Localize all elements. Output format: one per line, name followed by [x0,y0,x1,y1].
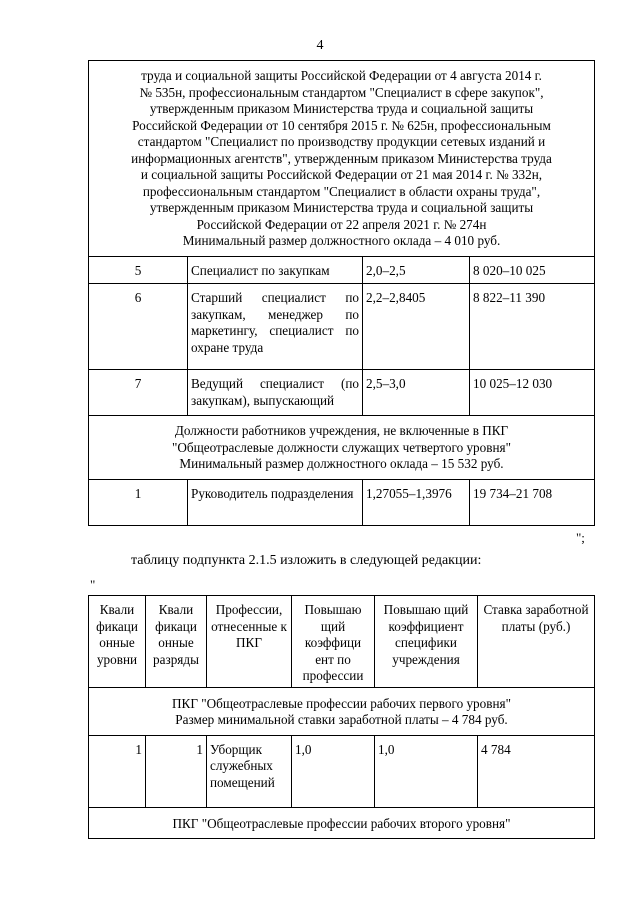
salary: 19 734–21 708 [470,479,595,525]
position-name: Специалист по закупкам [188,256,363,284]
group-header-line: Должности работников учреждения, не включенные в ПКГ [174,423,509,438]
intro-cell [89,61,595,257]
table-row [89,61,595,257]
group-header [89,416,595,480]
intro-line: утвержденным приказом Министерства труда и социальной защиты [149,200,534,215]
table-row [89,687,595,735]
coefficient: 2,5–3,0 [363,370,470,416]
header-cell: Квали фикаци онные уровни [89,596,146,688]
group-header-line: Минимальный размер должностного оклада – 15 532 руб. [179,456,504,471]
table-row [89,370,595,416]
table-row [89,416,595,480]
header-cell: Повышаю щий коэффициент специфики учреждения [375,596,478,688]
salary: 8 020–10 025 [470,256,595,284]
row-number: 6 [89,284,188,370]
header-cell: Квали фикаци онные разряды [146,596,207,688]
intro-line: Российской Федерации от 22 апреля 2021 г. № 274н [196,216,487,232]
group-header-line: ПКГ "Общеотраслевые профессии рабочих второго уровня" [172,815,511,831]
intro-line: Минимальный размер должностного оклада – 4 010 руб. [182,233,501,248]
header-row [89,596,595,688]
intro-line: утвержденным приказом Министерства труда и социальной защиты [149,101,534,116]
coefficient: 2,2–2,8405 [363,284,470,370]
closing-quote: "; [576,530,585,545]
profession-coefficient: 1,0 [292,735,375,807]
row-number: 5 [89,256,188,284]
salary-table-1 [88,60,595,526]
table-row [89,479,595,525]
position-name: Старший специалист по закупкам, менеджер по маркетингу, специалист по охране труда [188,284,363,370]
table-row [89,735,595,807]
page-number: 4 [316,38,324,53]
group-header-line: ПКГ "Общеотраслевые профессии рабочих первого уровня" [172,695,511,711]
group-header [89,807,595,839]
table-row [89,256,595,284]
salary-table-2 [88,595,595,839]
salary: 8 822–11 390 [470,284,595,370]
group-header [89,687,595,735]
opening-quote: " [90,577,96,592]
intro-line: № 535н, профессиональным стандартом "Специалист в сфере закупок", [139,84,544,100]
salary: 10 025–12 030 [470,370,595,416]
position-name: Руководитель подразделения [188,479,363,525]
table-row [89,807,595,839]
group-header-line: "Общеотраслевые должности служащих четвертого уровня" [172,439,511,455]
qualification-rank: 1 [146,735,207,807]
position-name: Ведущий специалист (по закупкам), выпускающий [188,370,363,416]
intro-line: стандартом "Специалист по производству продукции сетевых изданий и [137,134,546,149]
lead-text: таблицу подпункта 2.1.5 изложить в следующей редакции: [131,553,482,568]
header-cell: Повышаю щий коэффици ент по профессии [292,596,375,688]
qualification-level: 1 [89,735,146,807]
row-number: 7 [89,370,188,416]
group-header-line: Размер минимальной ставки заработной платы – 4 784 руб. [175,712,508,727]
coefficient: 1,27055–1,3976 [363,479,470,525]
coefficient: 2,0–2,5 [363,256,470,284]
wage-rate: 4 784 [478,735,595,807]
profession-name: Уборщик служебных помещений [207,735,292,807]
intro-line: профессиональным стандартом "Специалист в области охраны труда", [142,183,541,199]
intro-line: и социальной защиты Российской Федерации от 21 мая 2014 г. № 332н, [140,167,543,182]
specifics-coefficient: 1,0 [375,735,478,807]
row-number: 1 [89,479,188,525]
intro-line: труда и социальной защиты Российской Федерации от 4 августа 2014 г. [141,68,542,83]
header-cell: Ставка заработной платы (руб.) [478,596,595,688]
table-row [89,284,595,370]
intro-line: Российской Федерации от 10 сентября 2015 г. № 625н, профессиональным [132,117,551,133]
intro-line: информационных агентств", утвержденным приказом Министерства труда [131,150,552,166]
header-cell: Профессии, отнесенные к ПКГ [207,596,292,688]
